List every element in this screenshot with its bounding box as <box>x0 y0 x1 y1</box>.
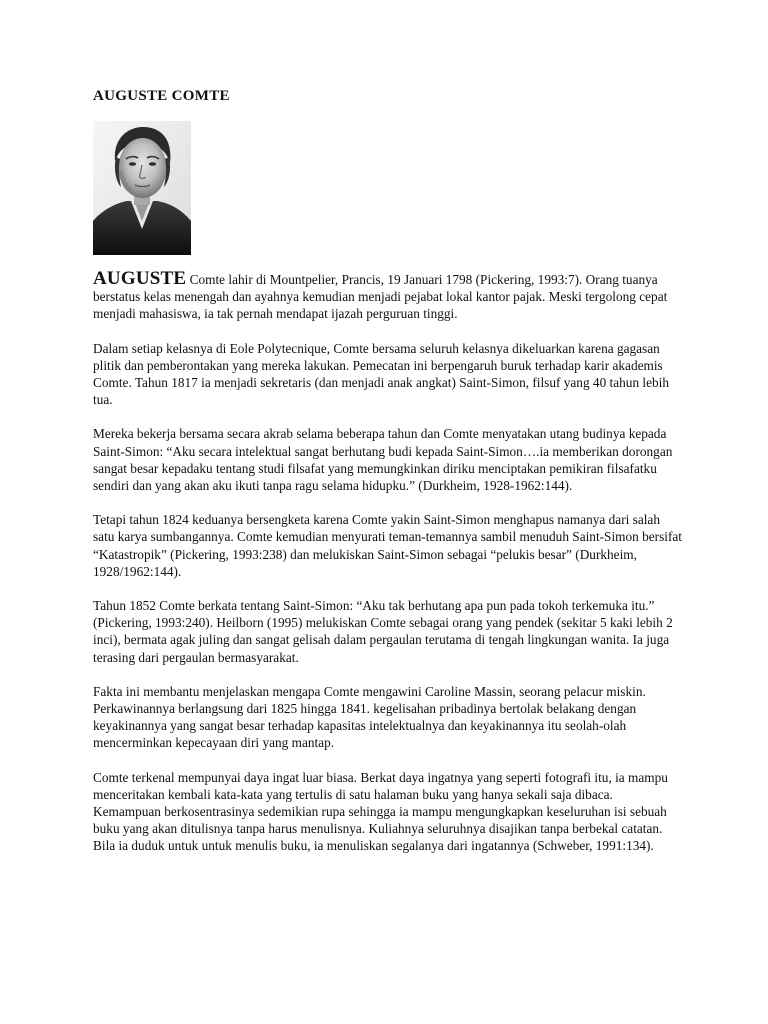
lead-word: AUGUSTE <box>93 268 187 289</box>
paragraph-4: Tetapi tahun 1824 keduanya bersengketa karena Comte yakin Saint-Simon menghapus namanya dari salah satu karya sumbangannya. Comte kemudian menyurati teman-temannya sambil menuduh Saint-Simon bersifat “Katastropik” (Pickering, 1993:238) dan melukiskan Saint-Simon sebagai “pelukis besar” (Durkheim, 1928/1962:144). <box>93 512 682 579</box>
portrait-image <box>93 121 191 255</box>
paragraph-2: Dalam setiap kelasnya di Eole Polytecnique, Comte bersama seluruh kelasnya dikeluarkan karena gagasan plitik dan pemberontakan yang mereka lakukan. Pemecatan ini berpengaruh buruk terhadap karir akademis Comte. Tahun 1817 ia menjadi sekretaris (dan menjadi anak angkat) Saint-Simon, filsuf yang 40 tahun lebih tua. <box>93 340 669 408</box>
paragraph-1-text: Comte lahir di Mountpelier, Prancis, 19 Januari 1798 (Pickering, 1993:7). Orang tuanya berstatus kelas menengah dan ayahnya kemudian menjadi pejabat lokal kantor pajak. Meski tergolong cepat menjadi mahasiswa, ia tak pernah mendapat ijazah perguruan tinggi. <box>93 272 668 322</box>
paragraph-5: Tahun 1852 Comte berkata tentang Saint-Simon: “Aku tak berhutang apa pun pada tokoh terkemuka itu.” (Pickering, 1993:240). Heilborn (1995) melukiskan Comte sebagai orang yang pendek (sekitar 5 kaki lebih 2 inci), bermata agak juling dan sangat gelisah dalam pergaulan terutama di tengah lingkungan wanita. Ia juga terasing dari pergaulan bermasyarakat. <box>93 598 673 665</box>
paragraph-7: Comte terkenal mempunyai daya ingat luar biasa. Berkat daya ingatnya yang seperti fotografi itu, ia mampu menceritakan kembali kata-kata yang tertulis di satu halaman buku yang hanya sekali saja dibaca. Kemampuan berkosentrasinya sedemikian rupa sehingga ia mampu mengungkapkan keseluruhan isi sebuah buku yang akan ditulisnya tanpa harus menulisnya. Kuliahnya seluruhnya disajikan tanpa berbekal catatan. Bila ia duduk untuk untuk menulis buku, ia menuliskan segalanya dari ingatannya (Schweber, 1991:134). <box>93 769 668 854</box>
paragraph-3: Mereka bekerja bersama secara akrab selama beberapa tahun dan Comte menyatakan utang budinya kepada Saint-Simon: “Aku secara intelektual sangat berhutang budi kepada Saint-Simon….ia memberikan dorongan sangat besar kepadaku tentang studi filsafat yang memungkinkan diriku menciptakan pemikiran filsafatku sendiri dan yang akan aku ikuti tanpa ragu selama hidupku.” (Durkheim, 1928-1962:144). <box>93 426 673 494</box>
paragraph-1 <box>93 270 683 323</box>
document-title: AUGUSTE COMTE <box>93 88 230 104</box>
paragraph-6: Fakta ini membantu menjelaskan mengapa Comte mengawini Caroline Massin, seorang pelacur miskin. Perkawinannya berlangsung dari 1825 hingga 1841. kegelisahan pribadinya bertolak belakang dengan keyakinannya yang sangat besar terhadap kapasitas intelektualnya dan keyakinannya itu seolah-olah mencerminkan kepecayaan diri yang mantap. <box>93 683 646 751</box>
body-text <box>93 270 683 872</box>
